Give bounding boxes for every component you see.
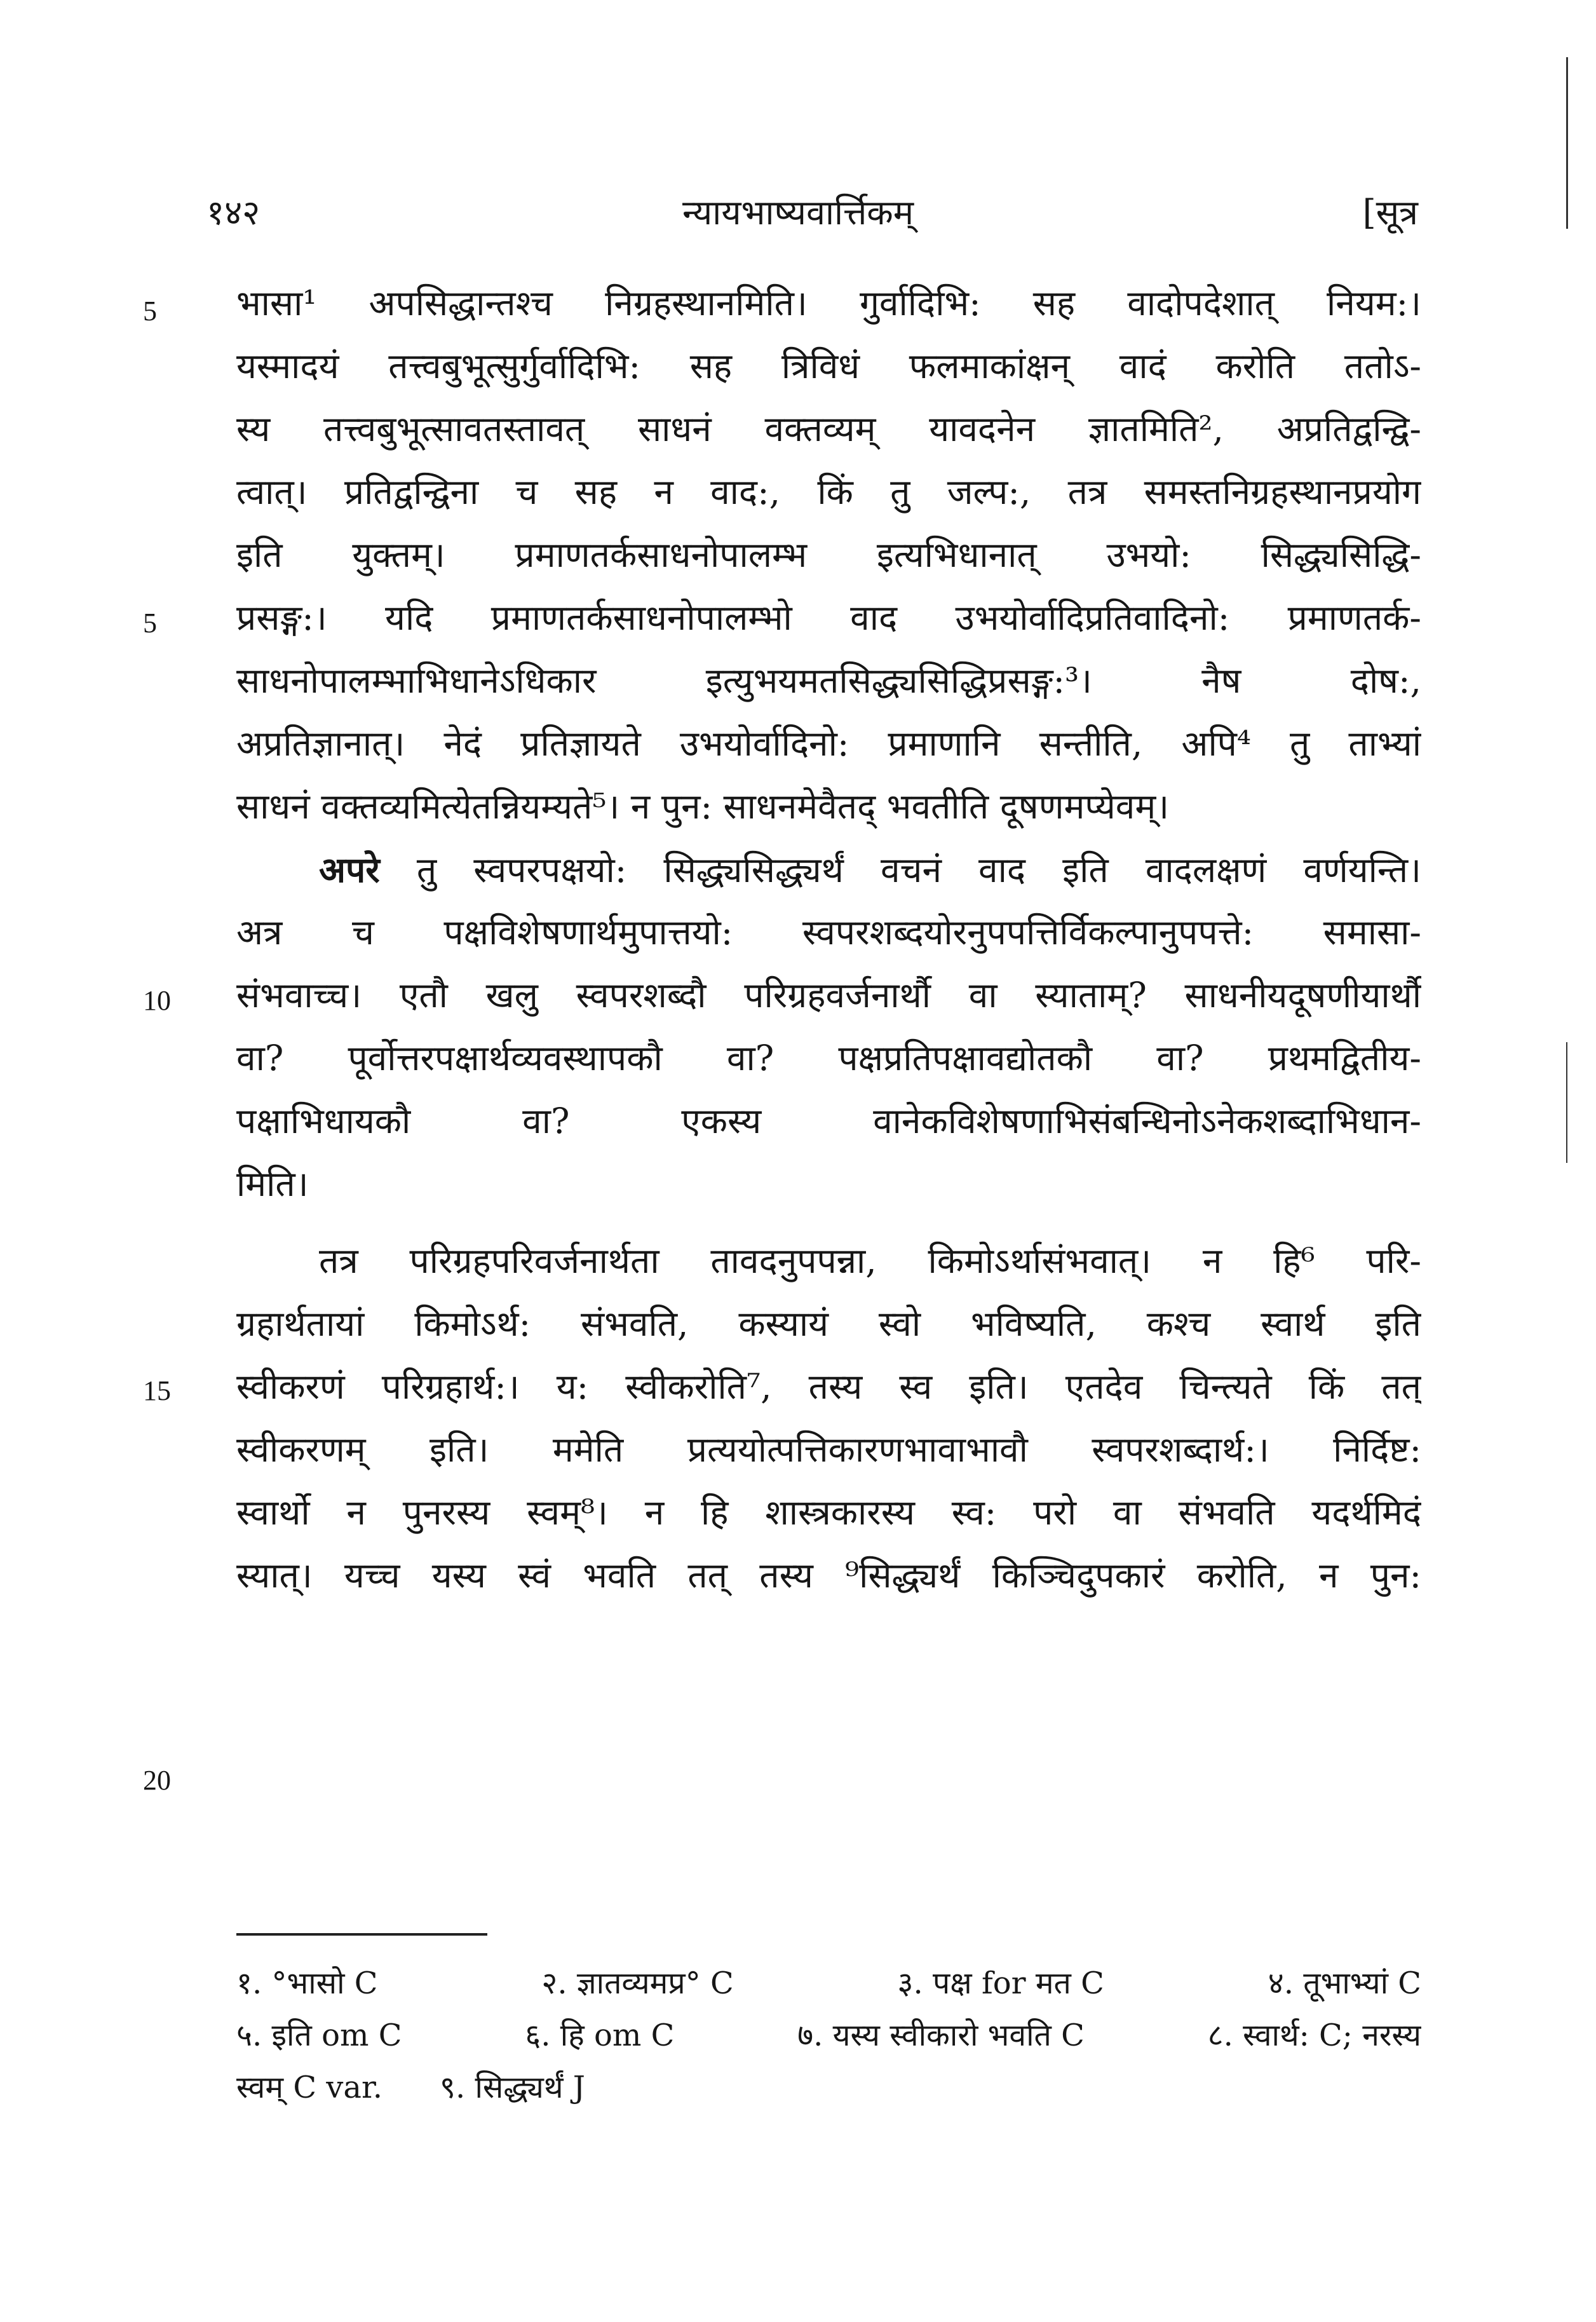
text-line: पक्षाभिधायकौ वा? एकस्य वानेकविशेषणाभिसंबन्धिनोऽनेकशब्दाभिधान- bbox=[236, 1101, 1421, 1141]
text-line: इति युक्तम्। प्रमाणतर्कसाधनोपालम्भ इत्यभिधानात् उभयो: सिद्ध्यसिद्धि- bbox=[236, 534, 1421, 575]
text-line: त्वात्। प्रतिद्वन्द्विना च सह न वाद:, किं तु जल्प:, तत्र समस्तनिग्रहस्थानप्रयोग bbox=[236, 472, 1421, 512]
footnote: १. °भासो C bbox=[236, 1966, 378, 2001]
text-line: वा? पूर्वोत्तरपक्षार्थव्यवस्थापकौ वा? पक्षप्रतिपक्षावद्योतकौ वा? प्रथमद्वितीय- bbox=[236, 1038, 1421, 1078]
text-line: स्वार्थो न पुनरस्य स्वम्⁸। न हि शास्त्रकारस्य स्व: परो वा संभवति यदर्थमिदं bbox=[236, 1492, 1421, 1533]
text-line: मिति। bbox=[236, 1164, 309, 1204]
text-line: संभवाच्च। एतौ खलु स्वपरशब्दौ परिग्रहवर्जनार्थौ वा स्याताम्? साधनीयदूषणीयार्थौ bbox=[236, 975, 1421, 1015]
text-line: स्यात्। यच्च यस्य स्वं भवति तत् तस्य ⁹सिद्ध्यर्थं किञ्चिदुपकारं करोति, न पुन: bbox=[236, 1555, 1421, 1596]
footnote-row bbox=[236, 1957, 1421, 2009]
footnote: ६. हि om C bbox=[525, 2018, 675, 2053]
footnote: ९. सिद्ध्यर्थं J bbox=[439, 2070, 586, 2105]
text-line: स्वीकरणम् इति। ममेति प्रत्ययोत्पत्तिकारणभावाभावौ स्वपरशब्दार्थ:। निर्दिष्ट: bbox=[236, 1429, 1421, 1470]
line-number: 15 bbox=[143, 1375, 171, 1406]
text-line-rest: तु स्वपरपक्षयो: सिद्ध्यसिद्ध्यर्थं वचनं वाद इति वादलक्षणं वर्णयन्ति। bbox=[379, 850, 1421, 890]
text-line: अप्रतिज्ञानात्। नेदं प्रतिज्ञायते उभयोर्वादिनो: प्रमाणानि सन्तीति, अपि⁴ तु ताभ्यां bbox=[236, 723, 1421, 764]
text-line: स्य तत्त्वबुभूत्सावतस्तावत् साधनं वक्तव्यम् यावदनेन ज्ञातमिति², अप्रतिद्वन्द्वि- bbox=[236, 409, 1421, 449]
footnote: २. ज्ञातव्यमप्र° C bbox=[541, 1966, 734, 2001]
footnotes bbox=[236, 1957, 1421, 2114]
text-line: स्वीकरणं परिग्रहार्थ:। य: स्वीकरोति⁷, तस्य स्व इति। एतदेव चिन्त्यते किं तत् bbox=[236, 1366, 1421, 1407]
footnote: ७. यस्य स्वीकारो भवति C bbox=[797, 2018, 1085, 2053]
text-line: प्रसङ्ग:। यदि प्रमाणतर्कसाधनोपालम्भो वाद उभयोर्वादिप्रतिवादिनो: प्रमाणतर्क- bbox=[236, 597, 1421, 638]
line-number: 20 bbox=[143, 1765, 171, 1796]
page-number: १४२ bbox=[206, 193, 260, 233]
paragraph-start bbox=[236, 838, 1421, 901]
footnote: ४. तूभाभ्यां C bbox=[1268, 1966, 1421, 2001]
footnote: स्वम् C var. bbox=[236, 2070, 382, 2105]
line-number: 5 bbox=[143, 295, 157, 327]
footnote: ५. इति om C bbox=[236, 2018, 402, 2053]
main-text bbox=[236, 272, 1421, 1607]
scan-edge-mark bbox=[1566, 57, 1568, 229]
section-marker: [सूत्र bbox=[1362, 193, 1418, 233]
text-line: ग्रहार्थतायां किमोऽर्थ: संभवति, कस्यायं स्वो भविष्यति, कश्च स्वार्थ इति bbox=[236, 1303, 1421, 1344]
footnote: ३. पक्ष for मत C bbox=[897, 1966, 1104, 2001]
lead-word: अपरे bbox=[319, 849, 380, 890]
text-line: भासा¹ अपसिद्धान्तश्च निग्रहस्थानमिति। गुर्वादिभि: सह वादोपदेशात् नियम:। bbox=[236, 283, 1421, 323]
footnote-row bbox=[236, 2061, 1421, 2114]
footnote-row bbox=[236, 2009, 1421, 2061]
text-line: साधनं वक्तव्यमित्येतन्नियम्यते⁵। न पुन: साधनमेवैतद् भवतीति दूषणमप्येवम्। bbox=[236, 786, 1170, 827]
paragraph-start: तत्र परिग्रहपरिवर्जनार्थता तावदनुपपन्ना, किमोऽर्थासंभवात्। न हि⁶ परि- bbox=[319, 1240, 1421, 1281]
footnote: ८. स्वार्थ: C; नरस्य bbox=[1207, 2018, 1421, 2053]
scan-edge-mark bbox=[1566, 1042, 1567, 1163]
running-header bbox=[0, 187, 1596, 245]
book-title: न्यायभाष्यवार्त्तिकम् bbox=[682, 193, 914, 233]
text-line: यस्मादयं तत्त्वबुभूत्सुर्गुर्वादिभि: सह त्रिविधं फलमाकांक्षन् वादं करोति ततोऽ- bbox=[236, 346, 1421, 386]
line-number: 5 bbox=[143, 608, 157, 639]
line-number: 10 bbox=[143, 985, 171, 1016]
text-line: अत्र च पक्षविशेषणार्थमुपात्तयो: स्वपरशब्दयोरनुपपत्तिर्विकल्पानुपपत्ते: समासा- bbox=[236, 912, 1421, 953]
footnote-rule bbox=[236, 1933, 487, 1936]
text-line: साधनोपालम्भाभिधानेऽधिकार इत्युभयमतसिद्ध्यसिद्धिप्रसङ्ग:³। नैष दोष:, bbox=[236, 660, 1421, 701]
